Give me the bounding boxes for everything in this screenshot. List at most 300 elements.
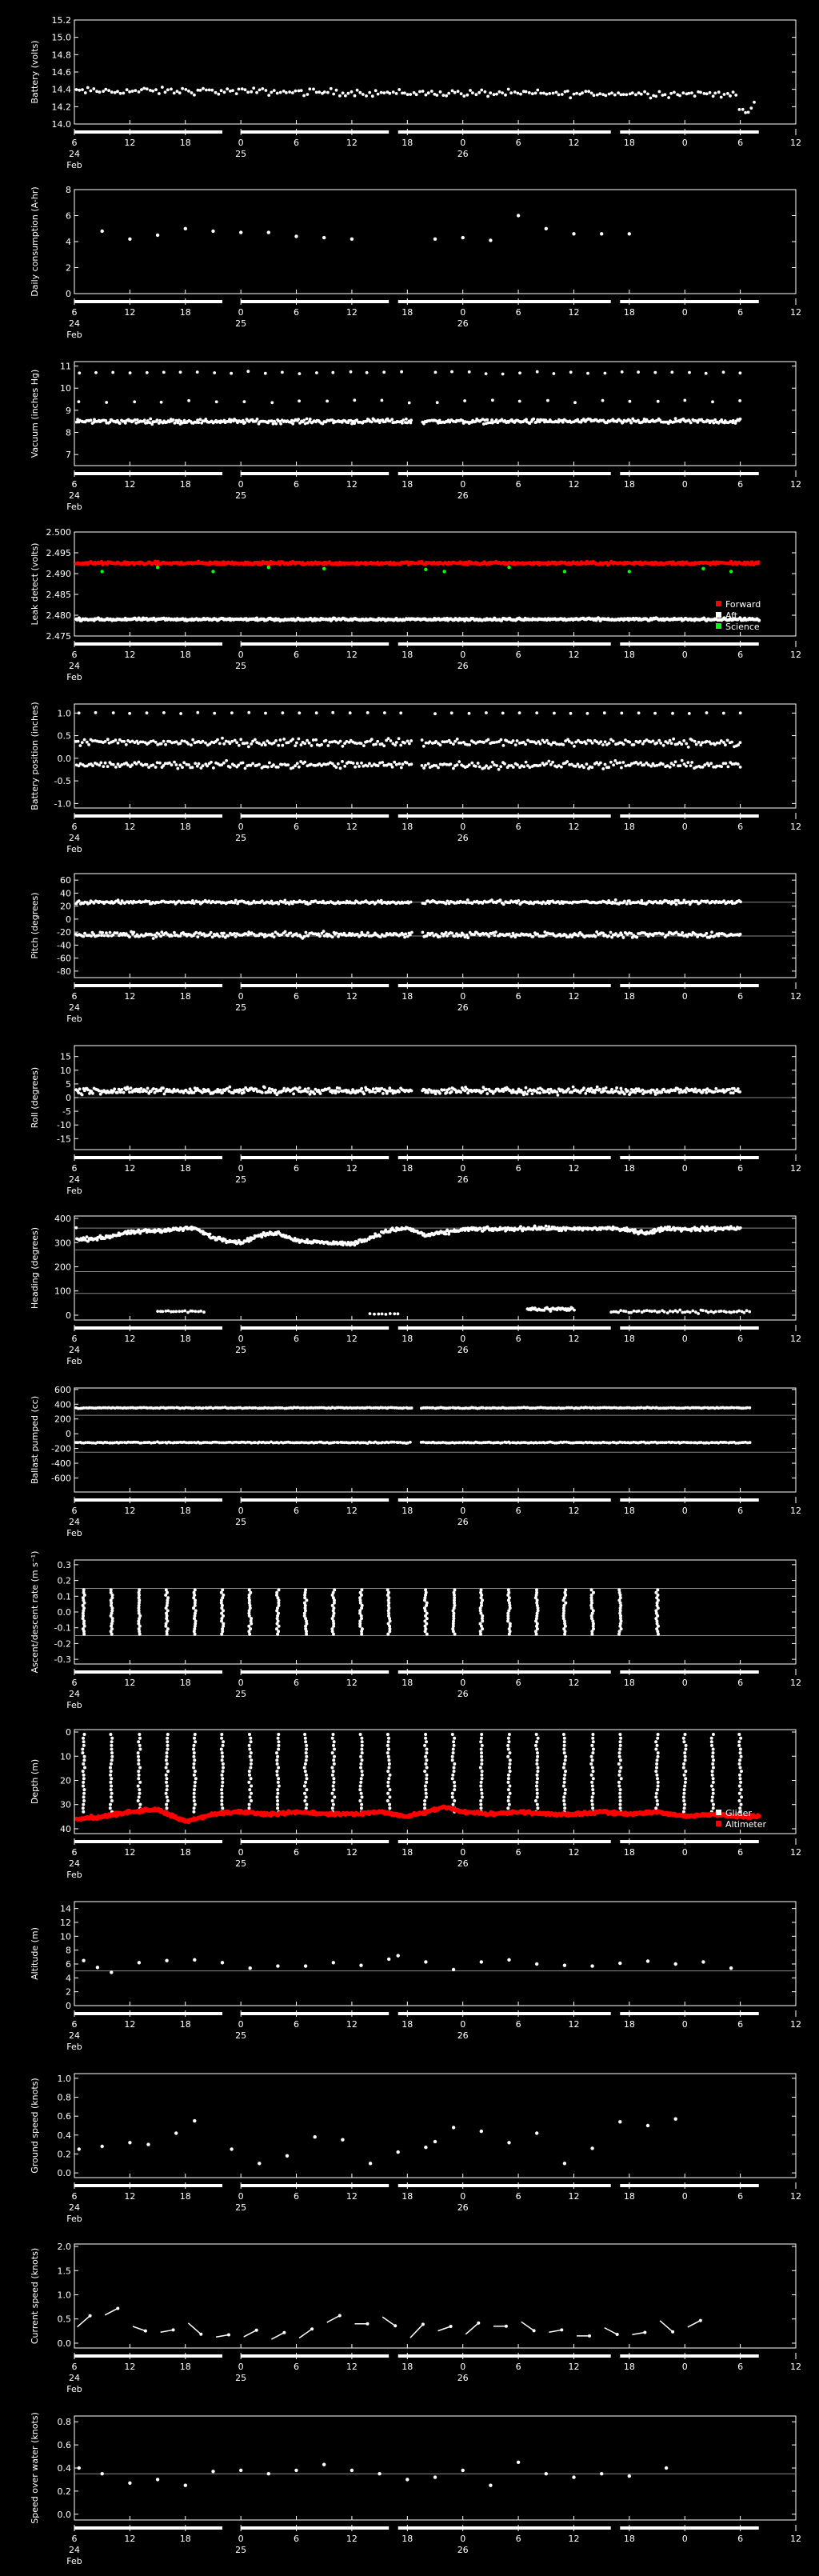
data-point	[270, 419, 274, 422]
data-point	[146, 87, 149, 90]
x-tick-label: 18	[624, 307, 635, 318]
data-point	[151, 90, 154, 93]
data-point	[739, 741, 742, 744]
data-point	[457, 90, 460, 93]
data-point	[401, 422, 404, 425]
data-point	[191, 738, 194, 742]
x-date-label: 24	[69, 149, 80, 159]
data-point	[564, 90, 567, 94]
data-point	[667, 96, 670, 99]
data-point	[360, 762, 363, 765]
data-point	[146, 371, 149, 374]
x-tick-label: 6	[737, 307, 743, 318]
data-point	[565, 760, 569, 763]
data-point	[705, 372, 708, 375]
data-point	[488, 935, 491, 938]
data-point	[681, 91, 685, 94]
data-point	[194, 931, 198, 934]
data-point	[589, 1087, 593, 1090]
data-point	[277, 902, 280, 906]
data-point	[410, 1090, 413, 1093]
data-point	[215, 400, 218, 403]
data-point	[408, 742, 411, 746]
data-point	[309, 418, 312, 421]
data-point	[638, 740, 641, 743]
data-point	[732, 1091, 735, 1094]
data-point	[475, 93, 478, 96]
data-point	[501, 712, 505, 715]
coverage-bar	[463, 300, 611, 303]
data-point	[586, 372, 589, 375]
data-point	[693, 1087, 697, 1090]
data-point	[703, 763, 706, 766]
data-point	[690, 761, 693, 764]
data-point	[264, 712, 267, 715]
data-point	[688, 712, 691, 715]
data-point	[687, 746, 690, 749]
data-point	[512, 739, 515, 742]
data-point	[349, 711, 352, 714]
coverage-bar	[74, 814, 222, 818]
data-point	[328, 1087, 331, 1090]
data-point	[79, 744, 82, 747]
data-point	[570, 742, 573, 745]
data-point	[268, 762, 271, 765]
y-tick-label: 15.2	[52, 15, 72, 26]
data-point	[582, 766, 585, 769]
x-date-label: 24	[69, 1345, 80, 1355]
data-point	[101, 230, 104, 233]
x-tick-label: 18	[402, 650, 413, 660]
data-point	[642, 763, 645, 766]
data-point	[332, 93, 335, 96]
data-point	[111, 371, 114, 374]
x-date-label: 24	[69, 1002, 80, 1013]
data-point	[353, 398, 356, 402]
data-point	[196, 935, 199, 938]
data-point	[701, 567, 705, 570]
x-tick-label: 18	[180, 991, 191, 1002]
data-point	[664, 93, 667, 96]
data-point	[640, 93, 643, 96]
x-tick-label: 18	[402, 1163, 413, 1174]
data-point	[561, 421, 565, 424]
data-point	[128, 1090, 131, 1094]
data-point	[380, 91, 383, 94]
data-point	[350, 90, 354, 94]
data-point	[182, 761, 186, 764]
data-point	[178, 764, 182, 767]
x-tick-label: 6	[737, 991, 743, 1002]
y-tick-label: 40	[60, 888, 71, 898]
data-point	[555, 91, 558, 94]
data-point	[78, 1087, 82, 1090]
data-point	[713, 92, 717, 95]
panel-battery_position	[30, 702, 801, 854]
data-point	[128, 238, 131, 241]
x-tick-label: 0	[238, 1334, 244, 1344]
data-point	[128, 935, 131, 938]
data-point	[119, 92, 122, 95]
legend-label: Aft	[725, 610, 738, 621]
x-date-label: 25	[235, 1174, 246, 1185]
data-point	[732, 90, 735, 94]
data-point	[593, 1091, 597, 1094]
data-point	[424, 568, 427, 571]
data-point	[84, 91, 87, 94]
x-month-label: Feb	[66, 1186, 82, 1196]
x-date-label: 25	[235, 318, 246, 329]
data-point	[226, 87, 229, 90]
data-point	[637, 370, 640, 374]
data-point	[410, 762, 413, 766]
data-point	[528, 91, 531, 94]
data-point	[131, 90, 134, 93]
data-point	[448, 1087, 451, 1090]
data-point	[300, 743, 303, 746]
x-tick-label: 18	[624, 991, 635, 1002]
x-tick-label: 6	[294, 650, 299, 660]
data-point	[569, 370, 573, 374]
data-point	[154, 88, 158, 91]
data-point	[338, 1090, 341, 1094]
data-point	[279, 738, 282, 742]
data-point	[285, 91, 288, 94]
data-point	[87, 743, 90, 746]
data-point	[628, 570, 631, 573]
data-point	[162, 371, 166, 374]
data-point	[633, 743, 636, 746]
data-point	[398, 1090, 401, 1094]
coverage-bar	[685, 1326, 759, 1330]
data-point	[504, 94, 507, 97]
data-point	[400, 370, 403, 374]
data-point	[365, 934, 368, 937]
x-tick-label: 0	[682, 991, 688, 1002]
data-point	[273, 89, 276, 92]
data-point	[202, 87, 205, 90]
data-point	[538, 1091, 541, 1094]
data-point	[656, 764, 659, 767]
data-point	[271, 933, 274, 936]
data-point	[354, 766, 357, 769]
data-point	[326, 91, 330, 94]
data-point	[522, 765, 525, 768]
data-point	[90, 90, 93, 93]
data-point	[685, 765, 688, 768]
data-point	[282, 711, 285, 714]
data-point	[707, 764, 710, 767]
data-point	[459, 1090, 462, 1094]
y-tick-label: 400	[54, 1214, 71, 1224]
data-point	[399, 744, 402, 747]
data-point	[749, 106, 753, 110]
legend-label: Science	[725, 622, 760, 632]
data-point	[140, 88, 143, 91]
data-point	[222, 932, 226, 935]
data-point	[267, 94, 270, 97]
data-point	[251, 762, 254, 766]
x-tick-label: 0	[682, 1334, 688, 1344]
x-month-label: Feb	[66, 1356, 82, 1366]
data-point	[463, 399, 466, 402]
data-point	[653, 712, 657, 715]
x-tick-label: 6	[72, 138, 78, 148]
data-point	[575, 92, 578, 95]
data-point	[382, 91, 386, 94]
data-point	[657, 739, 661, 742]
data-point	[594, 1088, 597, 1091]
data-point	[410, 739, 413, 742]
data-point	[355, 742, 358, 745]
data-point	[164, 90, 167, 94]
data-point	[712, 94, 715, 98]
data-point	[443, 1089, 446, 1092]
data-point	[339, 740, 342, 743]
data-point	[466, 936, 469, 939]
data-point	[105, 931, 108, 934]
data-point	[306, 1238, 309, 1242]
data-point	[398, 737, 401, 740]
data-point	[502, 744, 505, 747]
data-point	[350, 238, 354, 241]
x-tick-label: 18	[624, 1163, 635, 1174]
data-point	[673, 91, 676, 94]
x-tick-label: 6	[516, 822, 521, 832]
x-tick-label: 0	[460, 138, 465, 148]
data-point	[146, 711, 149, 714]
data-point	[209, 1233, 212, 1236]
x-tick-label: 6	[516, 1163, 521, 1174]
data-point	[217, 93, 220, 96]
data-point	[726, 92, 729, 95]
data-point	[286, 763, 290, 766]
data-layer	[74, 1225, 751, 1316]
data-point	[112, 763, 115, 766]
data-point	[241, 87, 244, 90]
data-point	[618, 762, 621, 765]
data-point	[302, 94, 306, 98]
plot-frame	[74, 874, 796, 978]
x-month-label: Feb	[66, 1014, 82, 1024]
data-point	[398, 762, 401, 766]
coverage-bar	[685, 814, 759, 818]
data-point	[267, 230, 270, 234]
data-point	[104, 740, 107, 743]
data-point	[705, 740, 709, 743]
data-point	[344, 94, 347, 98]
x-tick-label: 6	[516, 1334, 521, 1344]
data-point	[485, 764, 488, 767]
data-point	[482, 741, 485, 744]
data-point	[302, 419, 306, 422]
data-point	[229, 742, 232, 746]
data-point	[270, 91, 273, 94]
coverage-bar	[398, 300, 463, 303]
data-point	[360, 1087, 363, 1090]
data-point	[218, 935, 221, 938]
data-point	[156, 566, 159, 569]
data-point	[689, 764, 693, 767]
data-point	[234, 935, 238, 938]
data-point	[270, 401, 274, 404]
data-point	[739, 711, 742, 714]
data-point	[233, 764, 236, 767]
y-axis-label: Leak detect (volts)	[30, 543, 40, 626]
x-tick-label: 12	[568, 479, 579, 490]
data-point	[709, 91, 712, 94]
data-point	[162, 1086, 165, 1090]
data-point	[614, 932, 617, 935]
data-point	[672, 738, 675, 741]
data-point	[107, 934, 110, 938]
data-point	[641, 742, 645, 746]
y-tick-label: 2.500	[46, 527, 72, 538]
data-point	[149, 89, 152, 92]
data-point	[485, 1092, 489, 1095]
panel-vacuum	[30, 362, 801, 512]
coverage-bar	[74, 984, 222, 987]
data-point	[366, 765, 370, 768]
data-point	[599, 740, 602, 743]
x-date-label: 25	[235, 1345, 246, 1355]
data-point	[555, 1090, 558, 1094]
x-tick-label: 0	[460, 479, 465, 490]
coverage-bar	[685, 984, 759, 987]
data-point	[518, 371, 521, 374]
data-point	[247, 746, 250, 749]
data-point	[81, 88, 84, 91]
data-point	[229, 766, 232, 769]
data-point	[199, 89, 202, 92]
data-point	[128, 90, 131, 94]
y-tick-label: -60	[57, 954, 71, 964]
data-point	[74, 1226, 78, 1230]
data-point	[78, 899, 81, 902]
data-point	[501, 373, 505, 376]
y-tick-label: 2.475	[46, 631, 72, 642]
data-point	[705, 711, 709, 714]
coverage-bar	[685, 300, 759, 303]
data-point	[261, 899, 264, 902]
coverage-bar	[463, 130, 611, 134]
data-point	[628, 741, 631, 744]
x-tick-label: 6	[294, 1334, 299, 1344]
data-point	[281, 371, 284, 374]
data-point	[489, 91, 492, 94]
data-point	[391, 766, 394, 769]
data-point	[341, 760, 344, 763]
data-point	[102, 765, 105, 768]
data-point	[238, 744, 241, 747]
x-date-label: 24	[69, 661, 80, 671]
data-point	[306, 739, 309, 742]
data-point	[604, 372, 607, 375]
data-point	[722, 899, 725, 902]
x-tick-label: 18	[624, 822, 635, 832]
data-point	[620, 1087, 623, 1090]
data-point	[109, 931, 112, 934]
data-point	[356, 762, 359, 765]
data-point	[657, 400, 660, 403]
data-layer	[74, 560, 761, 623]
x-month-label: Feb	[66, 160, 82, 170]
data-point	[585, 762, 589, 766]
data-point	[103, 934, 106, 938]
data-point	[322, 567, 326, 570]
data-point	[569, 712, 573, 715]
data-point	[694, 933, 697, 936]
x-date-label: 25	[235, 1002, 246, 1013]
coverage-bar	[74, 642, 222, 646]
data-point	[354, 94, 357, 98]
data-point	[320, 743, 323, 746]
data-point	[78, 400, 81, 403]
data-point	[173, 92, 176, 95]
data-point	[552, 92, 555, 95]
y-tick-label: 8	[66, 185, 71, 195]
x-tick-label: 6	[516, 138, 521, 148]
data-point	[683, 399, 686, 402]
data-point	[690, 91, 693, 94]
data-point	[433, 238, 437, 241]
data-point	[690, 934, 693, 937]
data-point	[225, 740, 228, 743]
data-point	[604, 740, 607, 743]
data-point	[91, 764, 94, 767]
data-point	[621, 761, 625, 764]
data-point	[284, 930, 287, 934]
data-point	[449, 741, 453, 744]
data-point	[213, 371, 216, 374]
data-point	[656, 1088, 659, 1091]
panel-leak	[30, 527, 801, 682]
x-date-label: 24	[69, 1174, 80, 1185]
data-point	[738, 399, 741, 402]
y-tick-label: 0	[66, 1310, 71, 1321]
data-point	[319, 1092, 322, 1095]
data-point	[380, 899, 383, 902]
y-tick-label: -20	[57, 927, 71, 938]
data-point	[532, 418, 535, 421]
data-point	[402, 418, 405, 422]
data-point	[323, 90, 326, 94]
coverage-bar	[74, 472, 222, 475]
data-point	[468, 370, 471, 374]
data-point	[584, 90, 587, 93]
y-tick-label: -40	[57, 940, 71, 950]
data-point	[218, 742, 222, 746]
data-point	[101, 931, 104, 934]
x-month-label: Feb	[66, 844, 82, 854]
data-point	[569, 96, 572, 99]
x-tick-label: 18	[402, 479, 413, 490]
x-tick-label: 12	[346, 1334, 358, 1344]
x-date-label: 25	[235, 490, 246, 501]
x-date-label: 26	[457, 1174, 469, 1185]
data-point	[360, 742, 363, 745]
data-point	[585, 742, 588, 746]
data-point	[298, 399, 301, 402]
data-point	[600, 232, 603, 235]
coverage-bar	[398, 1156, 463, 1159]
data-point	[474, 765, 477, 768]
data-point	[693, 94, 697, 98]
data-point	[142, 87, 146, 90]
data-point	[174, 422, 177, 425]
x-tick-label: 6	[737, 650, 743, 660]
data-point	[310, 763, 313, 766]
